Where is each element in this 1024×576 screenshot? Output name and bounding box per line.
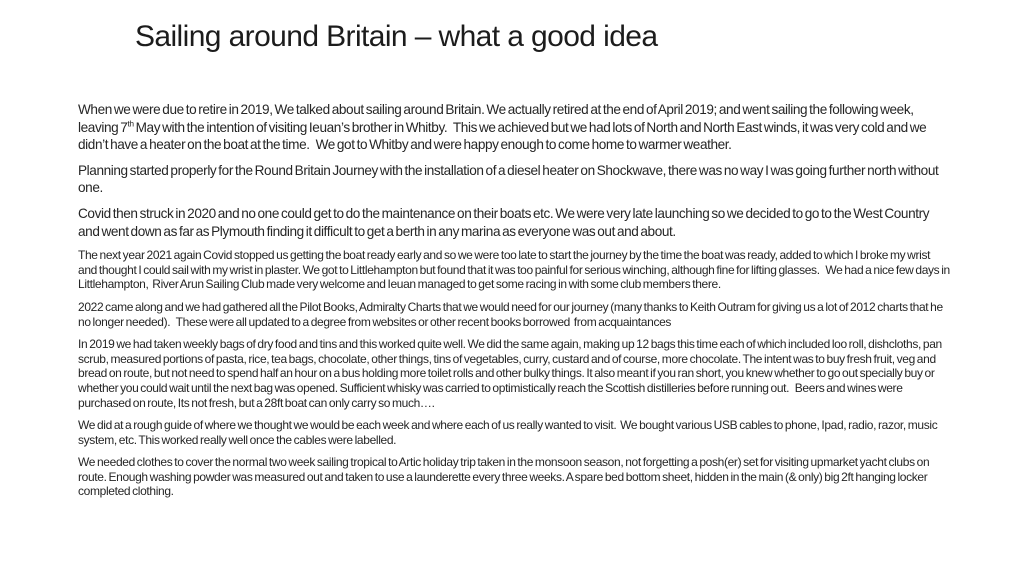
paragraph-2021-wrist: The next year 2021 again Covid stopped us getting the boat ready early and so we were too late to start the journey by the time the boat was ready, added to which I broke my wrist and thought I could sail with my wrist in plaster. We got to Littlehampton but found that it was too painful for serious winching, although fine for lifting glasses. We had a nice few days in Littlehampton, River Arun Sailing Club made very welcome and Ieuan managed to get some racing in with some club members there. xyxy=(78,248,952,292)
paragraph-diesel-heater: Planning started properly for the Round Britain Journey with the installation of a diesel heater on Shockwave, there was no way I was going further north without one. xyxy=(78,162,941,196)
paragraph-2022-charts: 2022 came along and we had gathered all the Pilot Books, Admiralty Charts that we would need for our journey (many thanks to Keith Outram for giving us a lot of 2012 charts that he no longer needed). These were all updated to a degree from websites or other recent books borrowed from acquaintances xyxy=(78,299,945,329)
paragraph-route-guide-cables: We did at a rough guide of where we thought we would be each week and where each of us really wanted to visit. We bought various USB cables to phone, Ipad, radio, razor, music system, etc. This worked really well once the cables were labelled. xyxy=(78,418,940,447)
paragraph-retirement-2019 xyxy=(78,101,950,154)
paragraph-clothes: We needed clothes to cover the normal two week sailing tropical to Artic holiday trip taken in the monsoon season, not forgetting a posh(er) set for visiting upmarket yacht clubs on route. Enough washing powder was measured out and taken to use a launderette every three weeks. A spare bed bottom sheet, hidden in the main (& only) big 2ft hanging locker completed clothing. xyxy=(78,455,932,499)
paragraph-covid-2020: Covid then struck in 2020 and no one could get to do the maintenance on their boats etc. We were very late launching so we decided to go to the West Country and went down as far as Plymouth finding it difficult to get a berth in any marina as everyone was out and about. xyxy=(78,205,932,239)
paragraph-food-bags: In 2019 we had taken weekly bags of dry food and tins and this worked quite well. We did the same again, making up 12 bags this time each of which included loo roll, dishcloths, pan scrub, measured portions of pasta, rice, tea bags, chocolate, other things, tins of vegetables, curry, custard and of course, more chocolate. The intent was to buy fresh fruit, veg and bread on route, but not need to spend half an hour on a bus holding more toilet rolls and other bulky things. It also meant if you ran short, you knew whether to go out specially buy or whether you could wait until the next bag was opened. Sufficient whisky was carried to optimistically reach the Scottish distilleries before running out. Beers and wines were purchased on route, Its not fresh, but a 28ft boat can only carry so much…. xyxy=(78,337,944,410)
slide-body-textbox xyxy=(78,101,950,507)
paragraph-1-text-continued: May with the intention of visiting Ieuan’s brother in Whitby. This we achieved but we had lots of North and North East winds, it was very cold and we didn’t have a heater on the boat at the time. We got to Whitby and were happy enough to come home to warmer weather. xyxy=(78,119,929,153)
paragraph-1-text: When we were due to retire in 2019, We talked about sailing around Britain. We actually retired at the end of April 2019; and went sailing the following week, leaving 7 xyxy=(78,102,916,135)
slide-title: Sailing around Britain – what a good idea xyxy=(135,20,658,53)
ordinal-superscript: th xyxy=(127,118,134,129)
